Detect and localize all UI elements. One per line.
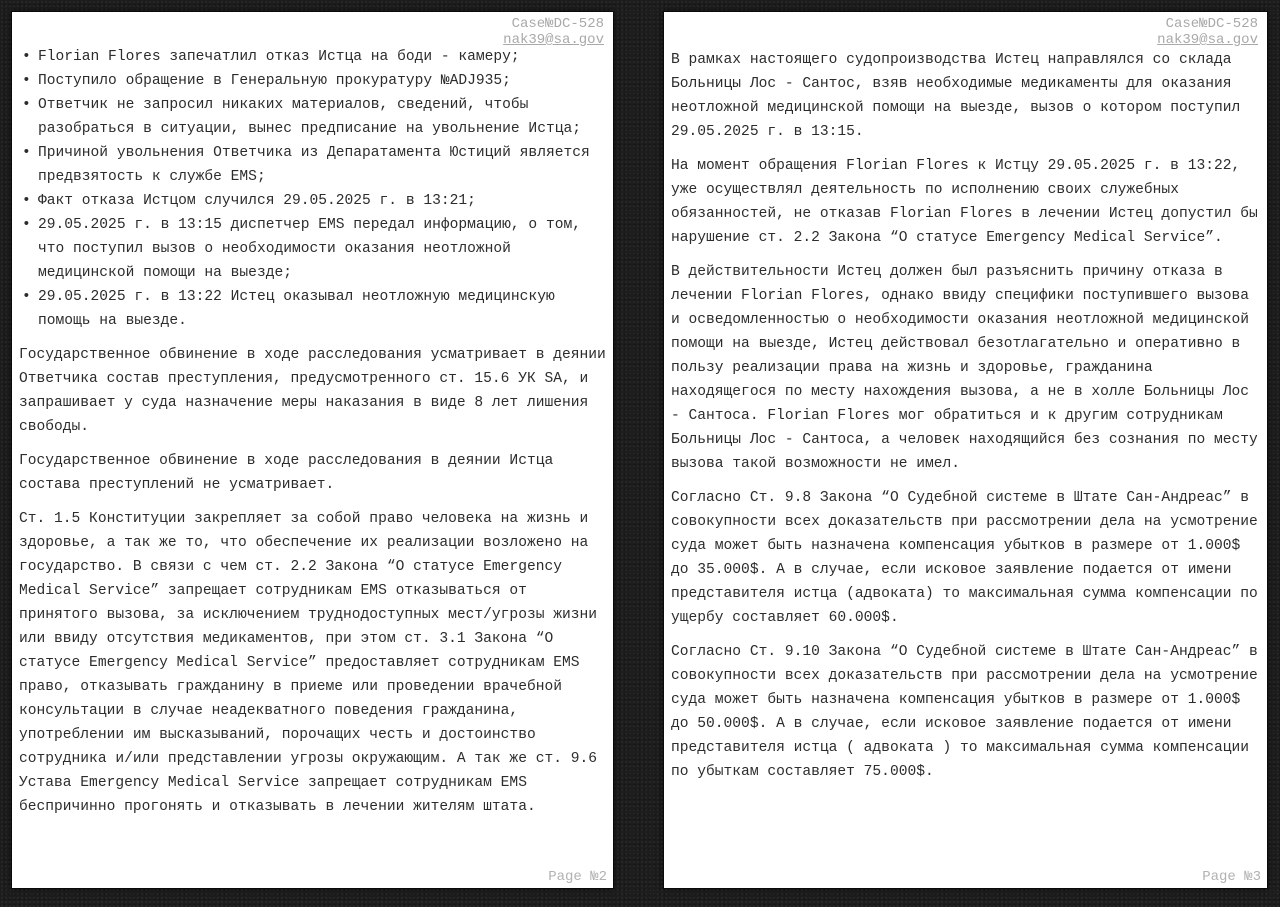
paragraph: Государственное обвинение в ходе расследования усматривает в деянии Ответчика состав преступления, предусмотренного ст. 15.6 УК SA, и запрашивает у суда назначение меры наказания в виде 8 лет лишения свободы.	[19, 347, 606, 435]
paragraph: Согласно Ст. 9.10 Закона “О Судебной системе в Штате Сан-Андреас” в совокупности всех доказательств при рассмотрении дела на усмотрение суда может быть назначена компенсация убытков в размере от 1.000$ до 50.000$. А в случае, если исковое заявление подается от имени представителя истца ( адвоката ) то максимальная сумма компенсации по убыткам составляет 75.000$.	[671, 644, 1258, 780]
facts-list	[19, 45, 607, 333]
list-item: • Florian Flores запечатлил отказ Истца на боди - камеру;	[19, 45, 607, 69]
document-page-3	[664, 12, 1267, 888]
paragraph: В действительности Истец должен был разъяснить причину отказа в лечении Florian Flores, однако ввиду специфики поступившего вызова и осведомленностью о необходимости оказания неотложной медицинской помощи на выезде, Истец действовал безотлагательно и оперативно в пользу реализации права на жизнь и здоровье, гражданина находящегося по месту нахождения вызова, а не в холле Больницы Лос - Сантоса. Florian Flores мог обратиться и к другим сотрудникам Больницы Лос - Сантоса, а человек находящийся без сознания по месту вызова такой возможности не имел.	[671, 264, 1258, 472]
case-number: Case№DC-528	[1165, 16, 1258, 32]
paragraph: Государственное обвинение в ходе расследования в деянии Истца состава преступлений не усматривает.	[19, 453, 554, 493]
list-item: • Причиной увольнения Ответчика из Депаратамента Юстиций является предвзятость к службе EMS;	[19, 141, 607, 189]
list-item: • Ответчик не запросил никаких материалов, сведений, чтобы разобраться в ситуации, вынес предписание на увольнение Истца;	[19, 93, 607, 141]
paragraph: В рамках настоящего судопроизводства Истец направлялся со склада Больницы Лос - Сантос, взяв необходимые медикаменты для оказания неотложной медицинской помощи на выезде, вызов о котором поступил 29.05.2025 г. в 13:15.	[671, 52, 1241, 140]
page-header	[1157, 16, 1258, 48]
paragraph: Ст. 1.5 Конституции закрепляет за собой право человека на жизнь и здоровье, а так же то, что обеспечение их реализации возложено на государство. В связи с чем ст. 2.2 Закона “О статусе Emergency Medical Service” запрещает сотрудникам EMS отказываться от принятого вызова, за исключением труднодоступных мест/угрозы жизни или ввиду отсутствия медикаментов, при этом ст. 3.1 Закона “О статусе Emergency Medical Service” предоставляет сотрудникам EMS право, отказывать гражданину в приеме или проведении врачебной консультации в случае неадекватного поведения гражданина, употреблении им высказываний, порочащих честь и достоинство сотрудника и/или представлении угрозы окружающим. А так же ст. 9.6 Устава Emergency Medical Service запрещает сотрудникам EMS беспричинно прогонять и отказывать в лечении жителям штата.	[19, 511, 598, 815]
page-number: Page №3	[1202, 869, 1261, 885]
paragraph: Согласно Ст. 9.8 Закона “О Судебной системе в Штате Сан-Андреас” в совокупности всех доказательств при рассмотрении дела на усмотрение суда может быть назначена компенсация убытков в размере от 1.000$ до 35.000$. А в случае, если исковое заявление подается от имени представителя истца (адвоката) то максимальная сумма компенсации по ущербу составляет 60.000$.	[671, 490, 1258, 626]
list-item: • Поступило обращение в Генеральную прокуратуру №ADJ935;	[19, 69, 607, 93]
list-item: • 29.05.2025 г. в 13:22 Истец оказывал неотложную медицинскую помощь на выезде.	[19, 285, 607, 333]
email-link[interactable]: nak39@sa.gov	[1157, 32, 1258, 48]
page-header	[503, 16, 604, 48]
page-content	[671, 48, 1259, 784]
paragraph: На момент обращения Florian Flores к Истцу 29.05.2025 г. в 13:22, уже осуществлял деятельность по исполнению своих служебных обязанностей, не отказав Florian Flores в лечении Истец допустил бы нарушение ст. 2.2 Закона “О статусе Emergency Medical Service”.	[671, 158, 1258, 246]
document-page-2	[12, 12, 613, 888]
list-item: • Факт отказа Истцом случился 29.05.2025 г. в 13:21;	[19, 189, 607, 213]
case-number: Case№DC-528	[511, 16, 604, 32]
page-content	[19, 45, 607, 819]
list-item: • 29.05.2025 г. в 13:15 диспетчер EMS передал информацию, о том, что поступил вызов о необходимости оказания неотложной медицинской помощи на выезде;	[19, 213, 607, 285]
page-number: Page №2	[548, 869, 607, 885]
email-link[interactable]: nak39@sa.gov	[503, 32, 604, 48]
